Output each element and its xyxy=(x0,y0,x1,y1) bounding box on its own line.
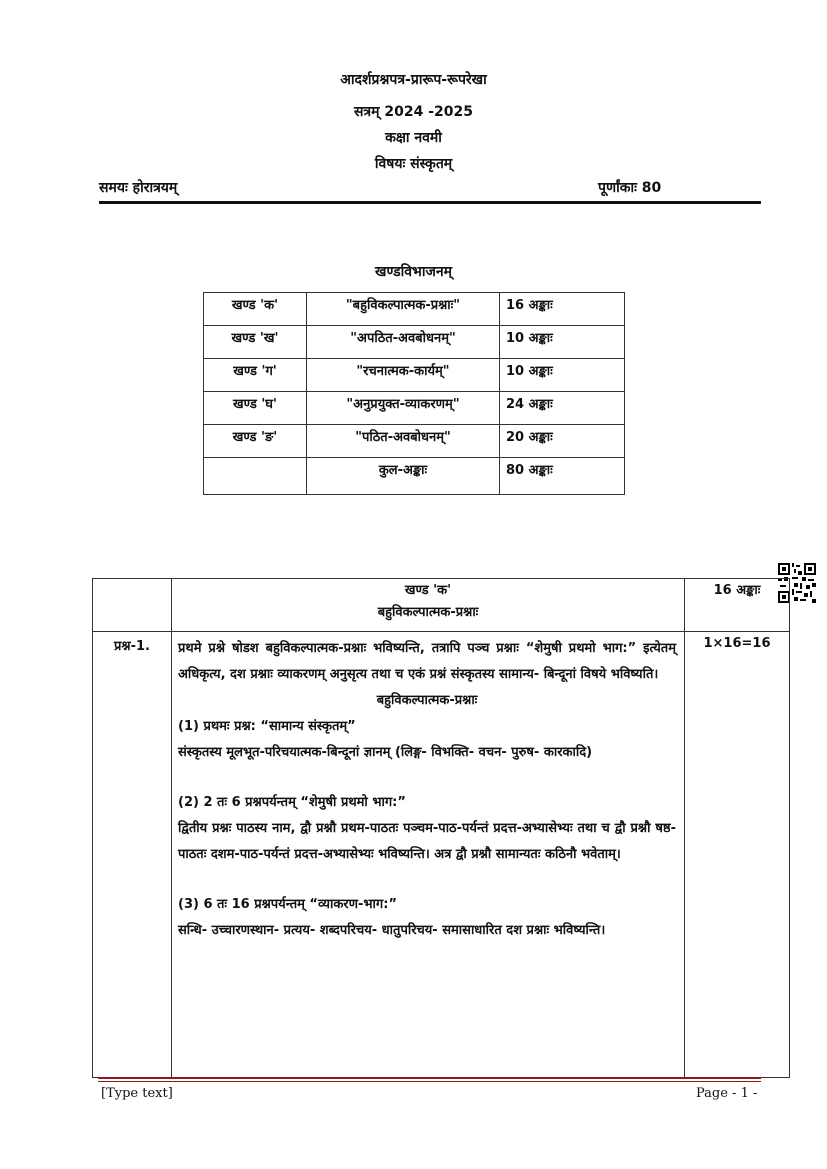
question-intro: प्रथमे प्रश्ने षोडश बहुविकल्पात्मक-प्रश्नाः भविष्यन्ति, तत्रापि पञ्च प्रश्नाः “शेमुषी प्रथमो भाग:” इत्येतम् अधिकृत्य, दश प्रश्नाः व्याकरणम् अनुसृत्य तथा च एकं प्रश्नं संस्कृतस्य सामान्य- बिन्दूनां विषये भविष्यति। xyxy=(178,641,676,682)
division-section: खण्ड 'घ' xyxy=(204,392,307,425)
time-label: समयः होरात्रयम् xyxy=(99,180,178,196)
division-marks: 20 अङ्काः xyxy=(500,425,625,458)
division-name: "रचनात्मक-कार्यम्" xyxy=(307,359,500,392)
division-title: खण्डविभाजनम् xyxy=(375,264,452,280)
division-marks: 16 अङ्काः xyxy=(500,293,625,326)
part-2-title: (2) 2 तः 6 प्रश्नपर्यन्तम् “शेमुषी प्रथमो भाग:” xyxy=(178,795,406,810)
class-label: कक्षा नवमी xyxy=(385,130,442,146)
division-marks: 10 अङ्काः xyxy=(500,326,625,359)
division-section: खण्ड 'ख' xyxy=(204,326,307,359)
division-marks: 10 अङ्काः xyxy=(500,359,625,392)
division-section: खण्ड 'क' xyxy=(204,293,307,326)
part-2-text: द्वितीय प्रश्नः पाठस्य नाम, द्वौ प्रश्नौ प्रथम-पाठतः पञ्चम-पाठ-पर्यन्तं प्रदत्त-अभ्यासेभ्यः तथा च द्वौ प्रश्नौ षष्ठ-पाठतः दशम-पाठ-पर्यन्तं प्रदत्त-अभ्यासेभ्यः भविष्यन्ति। अत्र द्वौ प्रश्नौ सामान्यतः कठिनौ भवेताम्। xyxy=(178,821,676,862)
footer-rule-thin xyxy=(98,1081,761,1082)
subject-label: विषयः संस्कृतम् xyxy=(374,156,453,172)
division-row xyxy=(204,326,625,359)
section-a-header-row xyxy=(93,579,790,632)
division-total-row xyxy=(204,458,625,495)
footer-placeholder: [Type text] xyxy=(101,1086,173,1101)
part-1-title: (1) प्रथमः प्रश्न: “सामान्य संस्कृतम्” xyxy=(178,719,356,734)
inner-title: बहुविकल्पात्मक-प्रश्नाः xyxy=(376,693,478,708)
section-a-subheading: बहुविकल्पात्मक-प्रश्नाः xyxy=(377,605,479,620)
division-row xyxy=(204,425,625,458)
full-marks-label: पूर्णांकाः 80 xyxy=(598,180,662,196)
division-total-marks: 80 अङ्काः xyxy=(500,458,625,495)
header-rule xyxy=(99,201,761,204)
division-name: "अपठित-अवबोधनम्" xyxy=(307,326,500,359)
division-section: खण्ड 'ङ' xyxy=(204,425,307,458)
header-empty-cell xyxy=(93,579,172,632)
section-a-table xyxy=(92,578,790,1078)
section-a-heading: खण्ड 'क' xyxy=(404,583,452,598)
division-name: "बहुविकल्पात्मक-प्रश्नाः" xyxy=(307,293,500,326)
division-total-empty xyxy=(204,458,307,495)
division-row xyxy=(204,359,625,392)
section-a-marks: 16 अङ्काः xyxy=(685,579,790,632)
question-row xyxy=(93,632,790,1078)
section-a-heading-cell xyxy=(172,579,685,632)
division-table xyxy=(203,292,625,495)
part-3-text: सन्धि- उच्चारणस्थान- प्रत्यय- शब्दपरिचय- धातुपरिचय- समासाधारित दश प्रश्नाः भविष्यन्ति। xyxy=(178,923,606,938)
part-3-title: (3) 6 तः 16 प्रश्नपर्यन्तम् “व्याकरण-भाग:” xyxy=(178,897,397,912)
question-content xyxy=(172,632,685,1078)
footer-rule xyxy=(98,1077,761,1079)
division-total-label: कुल-अङ्काः xyxy=(307,458,500,495)
division-marks: 24 अङ्काः xyxy=(500,392,625,425)
session: सत्रम् 2024 -2025 xyxy=(353,104,474,120)
question-marks: 1×16=16 xyxy=(685,632,790,1078)
doc-title: आदर्शप्रश्नपत्र-प्रारूप-रूपरेखा xyxy=(340,72,487,88)
question-number: प्रश्न-1. xyxy=(93,632,172,1078)
part-1-text: संस्कृतस्य मूलभूत-परिचयात्मक-बिन्दूनां ज्ञानम् (लिङ्ग- विभक्ति- वचन- पुरुष- कारकादि) xyxy=(178,745,593,760)
division-row xyxy=(204,392,625,425)
division-section: खण्ड 'ग' xyxy=(204,359,307,392)
page-number: Page - 1 - xyxy=(696,1086,758,1101)
division-name: "अनुप्रयुक्त-व्याकरणम्" xyxy=(307,392,500,425)
division-row xyxy=(204,293,625,326)
division-name: "पठित-अवबोधनम्" xyxy=(307,425,500,458)
